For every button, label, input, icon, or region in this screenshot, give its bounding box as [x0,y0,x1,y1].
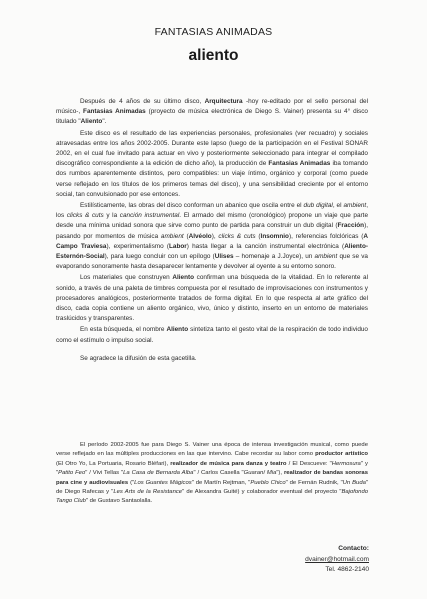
emphasis-italic: clicks & cuts [218,232,256,240]
emphasis-bold: Insomnio [260,232,289,240]
emphasis-italic: Un Buda [342,479,366,486]
text-run: -hoy re-editado por el sello personal del músico-, [56,98,369,116]
emphasis-bold: Ulises [214,253,234,261]
text-run: " de Fernán Rudnik, " [285,479,343,486]
text-run: y la [103,212,120,220]
emphasis-bold: Aliento [166,326,189,334]
paragraph-materials [56,273,368,324]
emphasis-italic: Les Arts de la Resistance [113,489,183,496]
text-run: , los [56,202,368,220]
text-run: (" [128,479,135,486]
emphasis-bold: Fantasias Animadas [268,160,331,168]
emphasis-bold: Aliento [80,118,103,126]
text-run: ), para luego concluir con un epílogo ( [104,253,215,261]
emphasis-italic: Guaraní Mia [243,470,277,477]
page-title: FANTASIAS ANIMADAS [154,26,273,38]
emphasis-bold: realizador de bandas sonoras para cine y audiovisuales [56,470,368,486]
text-run: En esta búsqueda, el nombre [80,326,167,334]
footnote-box [56,441,368,507]
emphasis-italic: dub digital [303,202,333,210]
contact-heading: Contacto: [338,545,369,552]
emphasis-italic: Pueblo Chico [250,479,286,486]
text-run: ), referencias folclóricas ( [288,232,364,240]
text-run: sintetiza tanto el gesto vital de la respiración de todo individuo como el estímulo o impulso social. [56,326,368,344]
text-run: iba tomando dos rumbos aparentemente distintos, pero compatibles: un viaje íntimo, orgánico y corporal (como puede verse reflejado en los títulos de los primeros temas del disco), y una sensibilidad creciente por el entorno social, tan convulsionado por ese entonces. [56,160,368,198]
text-run: – homenaje a J.Joyce), un [233,253,315,261]
text-run: " y " [56,460,368,477]
text-run: ( [183,232,189,240]
text-run: Estilísticamente, las obras del disco conforman un abanico que oscila entre el [80,202,304,210]
text-run: " de Alexandra Guité) y colaborador eventual del proyecto " [182,489,342,496]
text-run: El período 2002-2005 fue para Diego S. Vainer una época de intensa investigación musical, como puede verse reflejado en las múltiples producciones en las que intervino. Cabe recordar su labor como [56,442,368,458]
paragraph-intro [56,97,368,128]
text-run: " / Carlos Casella " [193,470,244,477]
text-run: . El armado del mismo (cronológico) propone un viaje que parte desde una mínima unidad sonora que sirve como punto de partida para construir un dub digital ( [56,212,369,230]
emphasis-bold: A Campo Traviesa [56,232,369,250]
text-run: que se va evaporando sonoramente hasta desaparecer lentamente y devolver al oyente a su entorno sonoro. [56,253,368,271]
emphasis-bold: Aliento-Esternón-Social [56,242,368,261]
emphasis-italic: ambient [160,232,184,240]
paragraph-style [56,201,368,272]
text-run: ". [102,118,107,126]
contact-block [305,544,369,576]
footnote-text [56,441,368,507]
emphasis-italic: La Casa de Bernarda Alba [123,470,194,477]
text-run: ) hasta llegar a la canción instrumental electrónica ( [186,242,345,250]
emphasis-bold: Alvéolo [188,232,212,240]
text-run: ), pasando por momentos de música [56,222,368,240]
paragraph-thanks [56,354,368,364]
text-run: , el [332,202,344,210]
body-text [56,97,368,365]
contact-phone: Tel. 4862-2140 [325,566,369,573]
text-run: (proyecto de música electrónica de Diego S. Vainer) presenta su 4° disco titulado " [56,108,368,126]
text-run: Se agradece la difusión de esta gacetilla. [80,354,197,362]
emphasis-bold: realizador de música para danza y teatro [170,460,287,467]
emphasis-italic: Patito Feo [58,470,86,477]
emphasis-bold: Aliento [172,274,194,282]
text-run: " / Vivi Tellas " [85,470,124,477]
text-run: confirman una búsqueda de la vitalidad. En lo referente al sonido, a través de una paleta de timbres compuesta por el resultado de improvisaciones con instrumentos y procesadores analógicos, posteriormente tratados de forma digital. En lo que respecta al arte gráfico del disco, cada copia contiene un aliento orgánico, vivo, único y distinto, inserto en un entorno de materiales traslúcidos y transparentes. [56,274,369,323]
text-run: " de Martín Rejtman, " [191,479,251,486]
text-run: Después de 4 años de su último disco, [80,98,205,105]
album-title: aliento [188,47,239,64]
emphasis-bold: Fracción [337,222,365,230]
emphasis-bold: Arquitectura [204,98,243,105]
text-run: Los materiales que construyen [80,274,173,282]
emphasis-bold: Fantasias Animadas [83,108,146,116]
text-run: "), [276,470,284,477]
text-run: ( [255,232,261,240]
emphasis-italic: ambient [314,253,338,261]
emphasis-italic: ambient [343,202,367,210]
paragraph-context [56,129,368,200]
emphasis-italic: Hermosura [331,460,361,467]
emphasis-italic: Bajofondo Tango Club [56,489,368,505]
emphasis-bold: Labor [168,242,187,250]
text-run: " de Diego Rafecas y " [56,479,368,496]
emphasis-italic: clicks & cuts [66,212,104,220]
text-run: ), [211,232,219,240]
text-run: (El Otro Yo, La Portuaria, Rosario Bléfari), [56,460,171,467]
emphasis-italic: Los Guantes Mágicos [134,479,192,486]
text-run: ), experimentalismo ( [106,242,169,250]
text-run: / El Descueve: " [286,460,332,467]
paragraph-meaning [56,325,368,345]
text-run: Este disco es el resultado de las experiencias personales, profesionales (ver recuadro) y sociales atravesadas entre los años 2002-2005. Durante este lapso (luego de la participación en el Festival SONAR 2002, en el cual fue invitado para actuar en vivo y posteriormente seleccionado para integrar el compilado discográfico correspondiente a la edición de dicho año), la producción de [56,129,368,168]
text-run: " de Gustavo Santaolalla. [85,498,153,505]
emphasis-italic: canción instrumental [119,212,180,220]
emphasis-bold: productor artístico [315,451,369,458]
contact-email-link[interactable]: dvainer@hotmail.com [305,555,369,563]
